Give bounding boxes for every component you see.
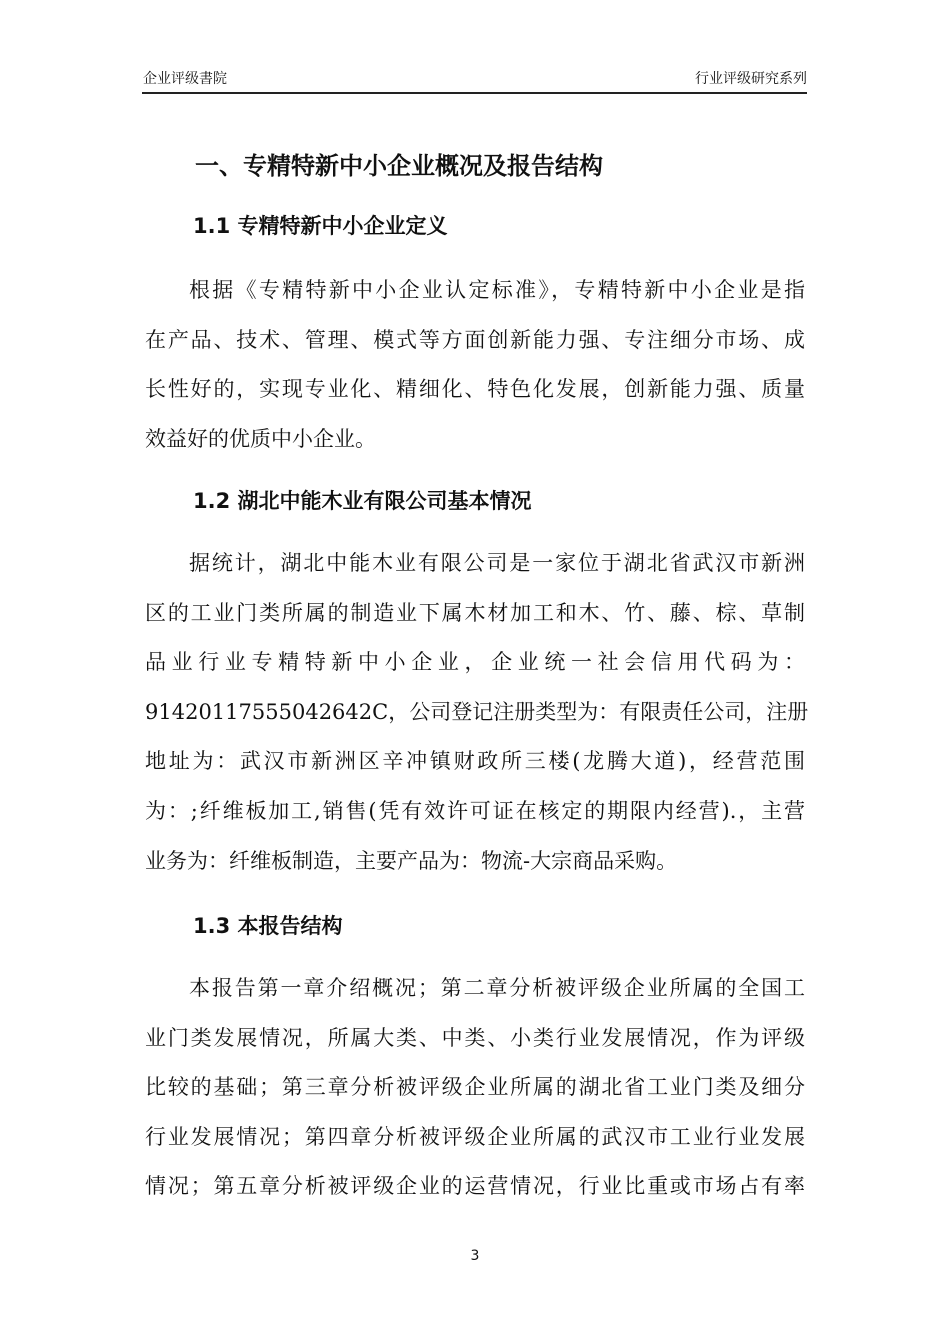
text-line: 据统计，湖北中能木业有限公司是一家位于湖北省武汉市新洲 bbox=[189, 551, 805, 575]
text-line: 情况；第五章分析被评级企业的运营情况，行业比重或市场占有率 bbox=[145, 1174, 805, 1199]
text-line: 业门类发展情况，所属大类、中类、小类行业发展情况，作为评级 bbox=[145, 1025, 805, 1050]
text-line: 比较的基础；第三章分析被评级企业所属的湖北省工业门类及细分 bbox=[145, 1075, 805, 1100]
page-number: 3 bbox=[470, 1248, 480, 1264]
text-line: 行业发展情况；第四章分析被评级企业所属的武汉市工业行业发展 bbox=[145, 1124, 805, 1149]
heading-1-3: 1.3 本报告结构 bbox=[193, 914, 343, 938]
text-line: 根据《专精特新中小企业认定标准》，专精特新中小企业是指 bbox=[189, 278, 805, 302]
header-rule bbox=[142, 92, 807, 94]
text-line: 为：;纤维板加工,销售(凭有效许可证在核定的期限内经营).，主营 bbox=[145, 798, 805, 823]
paragraph-1-1 bbox=[145, 275, 805, 473]
paragraph-1-3 bbox=[145, 973, 805, 1221]
text-line: 业务为：纤维板制造，主要产品为：物流-大宗商品采购。 bbox=[145, 848, 678, 873]
text-line: 91420117555042642C，公司登记注册类型为：有限责任公司，注册 bbox=[145, 699, 809, 724]
text-line: 本报告第一章介绍概况；第二章分析被评级企业所属的全国工 bbox=[189, 976, 805, 1000]
text-line: 地址为：武汉市新洲区辛冲镇财政所三楼(龙腾大道)，经营范围 bbox=[145, 749, 805, 774]
heading-1-2: 1.2 湖北中能木业有限公司基本情况 bbox=[193, 489, 532, 513]
text-line: 效益好的优质中小企业。 bbox=[145, 426, 376, 451]
heading-1-1: 1.1 专精特新中小企业定义 bbox=[193, 214, 448, 238]
header-left: 企业评级書院 bbox=[143, 71, 227, 87]
text-line: 在产品、技术、管理、模式等方面创新能力强、专注细分市场、成 bbox=[145, 327, 805, 352]
text-line: 品业行业专精特新中小企业，企业统一社会信用代码为： bbox=[145, 650, 805, 675]
text-line: 长性好的，实现专业化、精细化、特色化发展，创新能力强、质量 bbox=[145, 377, 805, 402]
paragraph-1-2 bbox=[145, 548, 809, 895]
section-title: 一、专精特新中小企业概况及报告结构 bbox=[195, 152, 603, 180]
header-right: 行业评级研究系列 bbox=[695, 71, 807, 87]
text-line: 区的工业门类所属的制造业下属木材加工和木、竹、藤、棕、草制 bbox=[145, 600, 805, 625]
